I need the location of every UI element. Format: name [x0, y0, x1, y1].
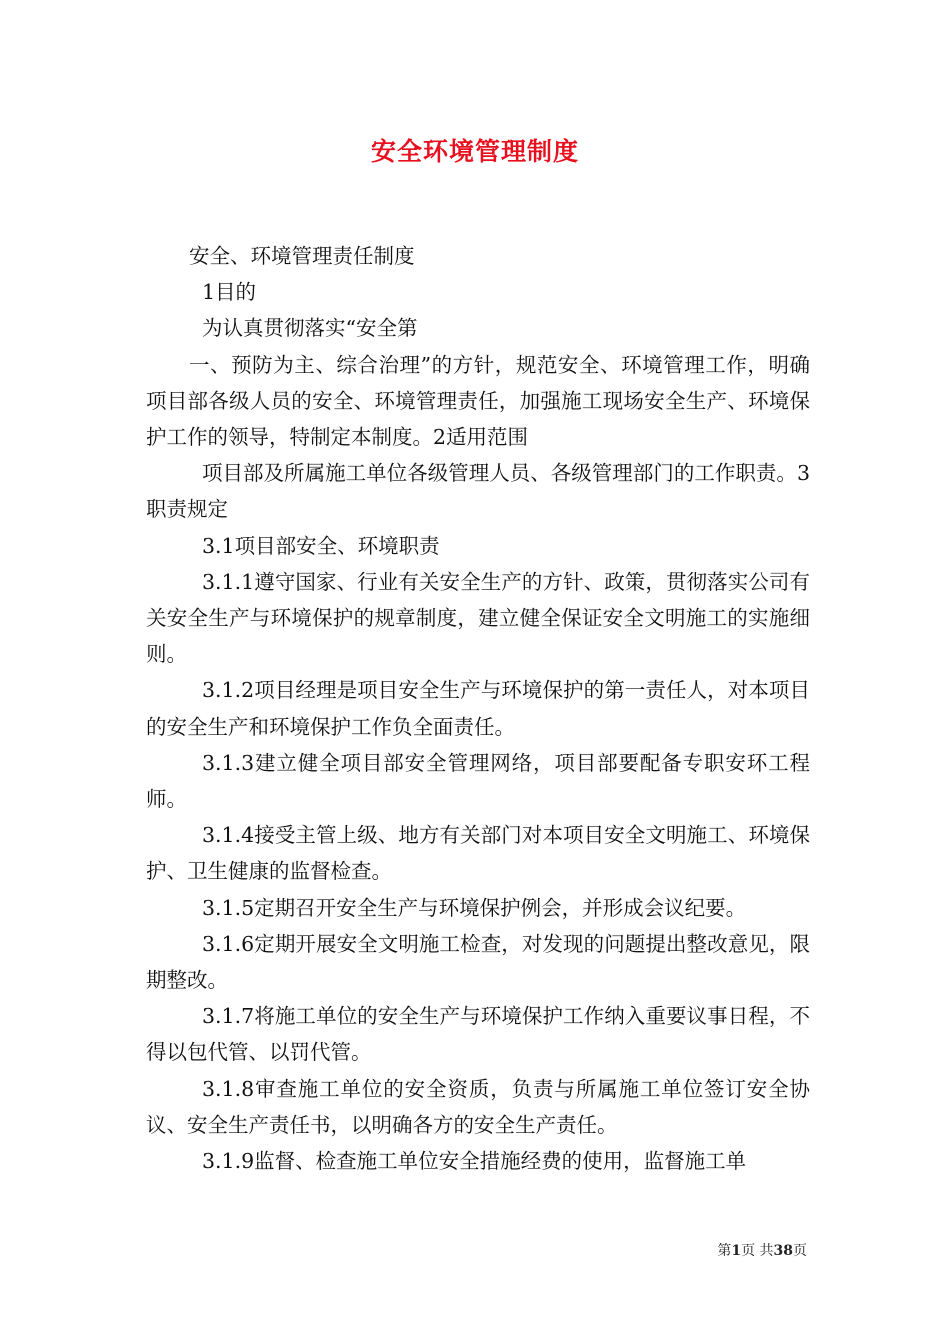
paragraph-3-1-6: 3.1.6定期开展安全文明施工检查，对发现的问题提出整改意见，限期整改。 [146, 931, 810, 993]
paragraph-3-1-7: 3.1.7将施工单位的安全生产与环境保护工作纳入重要议事日程，不得以包代管、以罚代管。 [146, 1004, 810, 1065]
paragraph-3-1-8: 3.1.8审查施工单位的安全资质，负责与所属施工单位签订安全协议、安全生产责任书，以明确各方的安全生产责任。 [146, 1076, 810, 1137]
paragraph-3-1-2: 3.1.2项目经理是项目安全生产与环境保护的第一责任人，对本项目的安全生产和环境保护工作负全面责任。 [146, 678, 810, 739]
paragraph-3-1-4: 3.1.4接受主管上级、地方有关部门对本项目安全文明施工、环境保护、卫生健康的监督检查。 [146, 823, 810, 884]
paragraph-purpose-body: 一、预防为主、综合治理”的方针，规范安全、环境管理工作，明确项目部各级人员的安全、环境管理责任，加强施工现场安全生产、环境保护工作的领导，特制定本制度。2适用范围 [146, 352, 810, 450]
paragraph-3-1-5: 3.1.5定期召开安全生产与环境保护例会，并形成会议纪要。 [202, 895, 747, 920]
paragraph-3-1-1: 3.1.1遵守国家、行业有关安全生产的方针、政策，贯彻落实公司有关安全生产与环境保护的规章制度，建立健全保证安全文明施工的实施细则。 [146, 569, 810, 667]
paragraph-scope-body: 项目部及所属施工单位各级管理人员、各级管理部门的工作职责。3职责规定 [146, 461, 810, 522]
paragraph-3-1-heading: 3.1项目部安全、环境职责 [202, 533, 440, 558]
document-title: 安全环境管理制度 [370, 137, 579, 166]
paragraph-purpose-heading: 1目的 [202, 280, 257, 305]
footer-middle: 页 共 [741, 1243, 774, 1259]
footer-current-page: 1 [731, 1243, 742, 1259]
footer-total-pages: 38 [773, 1243, 793, 1259]
paragraph-purpose-line: 为认真贯彻落实“安全第 [202, 316, 418, 341]
paragraph-3-1-3: 3.1.3建立健全项目部安全管理网络，项目部要配备专职安环工程师。 [146, 750, 810, 812]
paragraph-section-heading: 安全、环境管理责任制度 [189, 244, 415, 268]
footer-prefix: 第 [717, 1243, 732, 1259]
paragraph-3-1-9: 3.1.9监督、检查施工单位安全措施经费的使用，监督施工单 [202, 1149, 747, 1174]
document-body [146, 238, 810, 1179]
footer-suffix: 页 [793, 1243, 807, 1259]
page-footer [0, 1240, 807, 1260]
